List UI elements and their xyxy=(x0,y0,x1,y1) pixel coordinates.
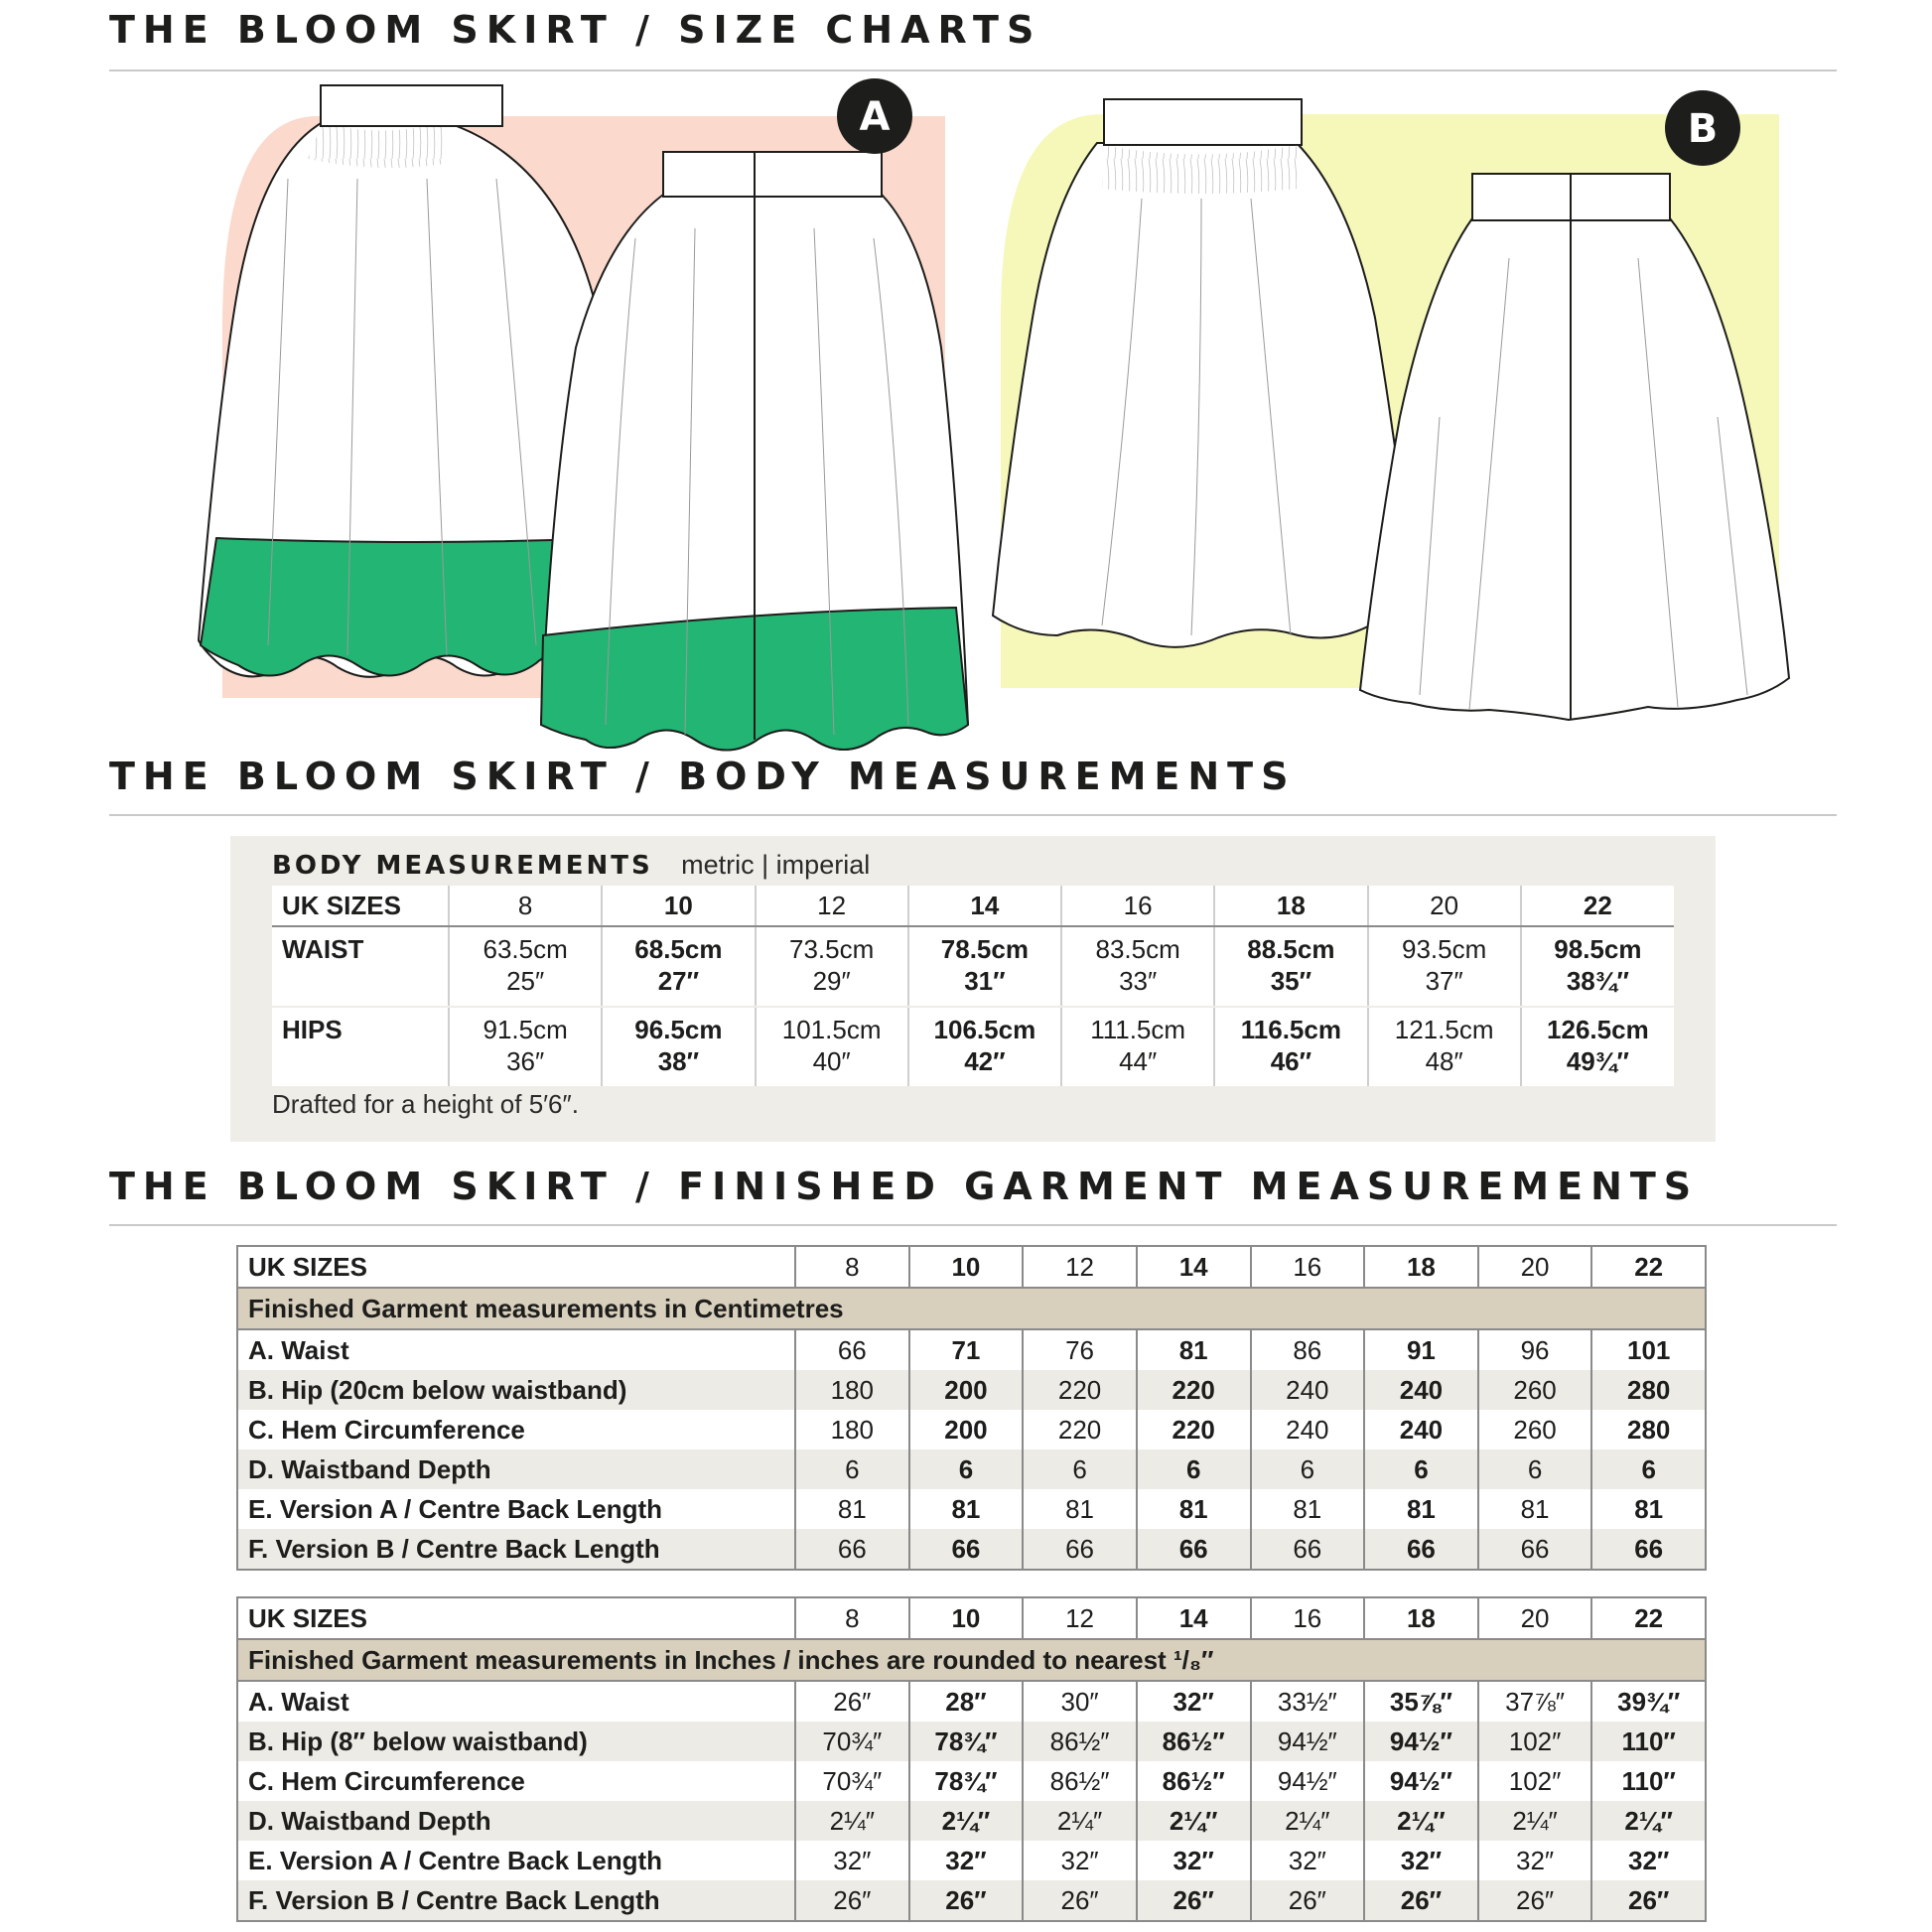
measurement-cell: 70¾″ xyxy=(795,1722,909,1761)
size-charts-title: THE BLOOM SKIRT / SIZE CHARTS xyxy=(109,8,1042,52)
size-header: 18 xyxy=(1364,1597,1478,1639)
row-label: E. Version A / Centre Back Length xyxy=(248,1845,663,1875)
table-header-row xyxy=(237,1597,1706,1639)
row-label: B. Hip (8″ below waistband) xyxy=(237,1722,795,1761)
size-header: 12 xyxy=(756,886,908,926)
size-header: 20 xyxy=(1478,1597,1592,1639)
row-label: HIPS xyxy=(282,1015,343,1044)
measurement-cell: 6 xyxy=(1591,1449,1706,1489)
skirt-illustrations xyxy=(0,69,1932,755)
body-measurements-panel xyxy=(230,836,1716,1142)
measurement-cell: 32″ xyxy=(1137,1681,1251,1722)
row-label: C. Hem Circumference xyxy=(248,1765,525,1796)
imperial-value: 38″ xyxy=(657,1046,700,1076)
measurement-cell: 78¾″ xyxy=(909,1722,1024,1761)
size-header: 10 xyxy=(909,1597,1024,1639)
table-header-row xyxy=(272,886,1674,926)
measurement-cell: 2¼″ xyxy=(1591,1801,1706,1841)
size-header: 20 xyxy=(1368,886,1521,926)
measurement-cell: 96 xyxy=(1478,1329,1592,1370)
imperial-value: 48″ xyxy=(1425,1046,1463,1076)
measurement-cell: 81 xyxy=(1023,1489,1137,1529)
imperial-value: 37″ xyxy=(1425,966,1463,996)
measurement-cell: 240 xyxy=(1251,1410,1365,1449)
title-rule xyxy=(109,814,1837,816)
measurement-cell: 260 xyxy=(1478,1370,1592,1410)
measurement-cell xyxy=(1214,926,1367,1007)
measurement-cell: 2¼″ xyxy=(1023,1801,1137,1841)
metric-value: 68.5cm xyxy=(634,934,723,964)
measurement-cell xyxy=(602,1007,755,1086)
panel-heading xyxy=(272,850,870,881)
table-row xyxy=(237,1370,1706,1410)
measurement-cell: 32″ xyxy=(909,1841,1024,1880)
table-row xyxy=(237,1449,1706,1489)
measurement-cell: 94½″ xyxy=(1251,1722,1365,1761)
body-measurements-title: THE BLOOM SKIRT / BODY MEASUREMENTS xyxy=(109,755,1297,798)
metric-value: 106.5cm xyxy=(933,1015,1036,1044)
row-label: WAIST xyxy=(272,926,449,1007)
measurement-cell: 32″ xyxy=(795,1841,909,1880)
height-note: Drafted for a height of 5′6″. xyxy=(272,1089,579,1119)
measurement-cell: 180 xyxy=(795,1370,909,1410)
finished-garment-title: THE BLOOM SKIRT / FINISHED GARMENT MEASUREMENTS xyxy=(109,1165,1700,1208)
measurement-cell: 2¼″ xyxy=(1251,1801,1365,1841)
measurement-cell xyxy=(449,1007,602,1086)
imperial-value: 38¾″ xyxy=(1566,966,1629,996)
measurement-cell: 6 xyxy=(1023,1449,1137,1489)
measurement-cell xyxy=(908,926,1061,1007)
table-header-row xyxy=(237,1246,1706,1288)
imperial-value: 35″ xyxy=(1270,966,1312,996)
measurement-cell xyxy=(1521,926,1674,1007)
table-row xyxy=(237,1761,1706,1801)
measurement-cell: 66 xyxy=(795,1329,909,1370)
imperial-value: 27″ xyxy=(657,966,700,996)
measurement-cell xyxy=(449,926,602,1007)
measurement-cell: 101 xyxy=(1591,1329,1706,1370)
size-header: 12 xyxy=(1023,1597,1137,1639)
measurement-cell: 66 xyxy=(1251,1529,1365,1570)
measurement-cell: 2¼″ xyxy=(909,1801,1024,1841)
table-row xyxy=(237,1329,1706,1370)
measurement-cell: 81 xyxy=(1364,1489,1478,1529)
badge-a-letter: A xyxy=(859,94,891,140)
imperial-value: 36″ xyxy=(506,1046,545,1076)
table-row xyxy=(237,1529,1706,1570)
measurement-cell: 2¼″ xyxy=(1478,1801,1592,1841)
imperial-value: 25″ xyxy=(506,966,545,996)
panel-title: BODY MEASUREMENTS xyxy=(272,851,653,881)
size-header: 12 xyxy=(1023,1246,1137,1288)
table-row xyxy=(237,1410,1706,1449)
measurement-cell xyxy=(1368,926,1521,1007)
measurement-cell: 200 xyxy=(909,1370,1024,1410)
measurement-cell: 33½″ xyxy=(1251,1681,1365,1722)
measurement-cell xyxy=(756,926,908,1007)
measurement-cell: 81 xyxy=(1251,1489,1365,1529)
imperial-value: 46″ xyxy=(1270,1046,1312,1076)
size-header: 20 xyxy=(1478,1246,1592,1288)
measurement-cell: 6 xyxy=(1251,1449,1365,1489)
measurement-cell: 66 xyxy=(795,1529,909,1570)
measurement-cell: 260 xyxy=(1478,1410,1592,1449)
measurement-cell: 200 xyxy=(909,1410,1024,1449)
badge-b-letter: B xyxy=(1687,106,1719,152)
measurement-cell: 66 xyxy=(909,1529,1024,1570)
size-header: 14 xyxy=(1137,1246,1251,1288)
metric-value: 101.5cm xyxy=(781,1015,882,1044)
table-row xyxy=(237,1681,1706,1722)
imperial-value: 31″ xyxy=(964,966,1006,996)
finished-cm-table xyxy=(236,1245,1707,1571)
table-row xyxy=(272,926,1674,1007)
measurement-cell xyxy=(602,926,755,1007)
metric-value: 93.5cm xyxy=(1401,934,1487,964)
metric-value: 111.5cm xyxy=(1090,1015,1186,1044)
measurement-cell: 86½″ xyxy=(1023,1722,1137,1761)
finished-inches-table xyxy=(236,1596,1707,1922)
measurement-cell: 2¼″ xyxy=(795,1801,909,1841)
measurement-cell: 220 xyxy=(1023,1410,1137,1449)
measurement-cell: 81 xyxy=(1137,1489,1251,1529)
measurement-cell: 66 xyxy=(1023,1529,1137,1570)
measurement-cell: 94½″ xyxy=(1364,1761,1478,1801)
table-row xyxy=(237,1880,1706,1921)
measurement-cell: 66 xyxy=(1591,1529,1706,1570)
header-label: UK SIZES xyxy=(237,1246,795,1288)
size-header: 16 xyxy=(1061,886,1214,926)
measurement-cell: 26″ xyxy=(1023,1880,1137,1921)
measurement-cell: 32″ xyxy=(1251,1841,1365,1880)
measurement-cell: 2¼″ xyxy=(1364,1801,1478,1841)
measurement-cell: 32″ xyxy=(1023,1841,1137,1880)
imperial-value: 49¾″ xyxy=(1566,1046,1629,1076)
size-header: 18 xyxy=(1364,1246,1478,1288)
table-row xyxy=(237,1722,1706,1761)
size-header: 8 xyxy=(795,1597,909,1639)
measurement-cell: 32″ xyxy=(1137,1841,1251,1880)
measurement-cell: 26″ xyxy=(1478,1880,1592,1921)
metric-value: 96.5cm xyxy=(634,1015,723,1044)
measurement-cell: 26″ xyxy=(1137,1880,1251,1921)
section-heading: Finished Garment measurements in Inches / inches are rounded to nearest ¹/₈″ xyxy=(237,1639,1706,1681)
measurement-cell: 70¾″ xyxy=(795,1761,909,1801)
measurement-cell: 66 xyxy=(1137,1529,1251,1570)
row-label: A. Waist xyxy=(248,1334,349,1365)
measurement-cell: 240 xyxy=(1251,1370,1365,1410)
size-header: 22 xyxy=(1591,1246,1706,1288)
title-rule xyxy=(109,1224,1837,1226)
measurement-cell: 6 xyxy=(909,1449,1024,1489)
measurement-cell: 35⅞″ xyxy=(1364,1681,1478,1722)
measurement-cell: 6 xyxy=(795,1449,909,1489)
measurement-cell: 220 xyxy=(1023,1370,1137,1410)
metric-value: 126.5cm xyxy=(1547,1015,1649,1044)
measurement-cell: 280 xyxy=(1591,1370,1706,1410)
size-header: 18 xyxy=(1214,886,1367,926)
measurement-cell: 30″ xyxy=(1023,1681,1137,1722)
measurement-cell: 81 xyxy=(1591,1489,1706,1529)
measurement-cell: 37⅞″ xyxy=(1478,1681,1592,1722)
measurement-cell xyxy=(756,1007,908,1086)
table-row xyxy=(237,1841,1706,1880)
size-header: 14 xyxy=(1137,1597,1251,1639)
measurement-cell: 110″ xyxy=(1591,1722,1706,1761)
measurement-cell: 6 xyxy=(1137,1449,1251,1489)
row-label: D. Waistband Depth xyxy=(237,1449,795,1489)
measurement-cell: 32″ xyxy=(1478,1841,1592,1880)
measurement-cell: 240 xyxy=(1364,1410,1478,1449)
measurement-cell: 6 xyxy=(1478,1449,1592,1489)
measurement-cell: 110″ xyxy=(1591,1761,1706,1801)
measurement-cell: 102″ xyxy=(1478,1761,1592,1801)
metric-value: 73.5cm xyxy=(788,934,875,964)
metric-value: 83.5cm xyxy=(1095,934,1180,964)
row-label: F. Version B / Centre Back Length xyxy=(237,1880,795,1921)
measurement-cell xyxy=(1521,1007,1674,1086)
measurement-cell xyxy=(1061,926,1214,1007)
measurement-cell: 94½″ xyxy=(1364,1722,1478,1761)
measurement-cell: 66 xyxy=(1364,1529,1478,1570)
measurement-cell: 6 xyxy=(1364,1449,1478,1489)
measurement-cell: 26″ xyxy=(795,1880,909,1921)
measurement-cell: 28″ xyxy=(909,1681,1024,1722)
header-label: UK SIZES xyxy=(237,1597,795,1639)
row-label: A. Waist xyxy=(248,1686,349,1717)
measurement-cell: 94½″ xyxy=(1251,1761,1365,1801)
imperial-value: 40″ xyxy=(812,1046,851,1076)
measurement-cell xyxy=(1061,1007,1214,1086)
row-label: E. Version A / Centre Back Length xyxy=(248,1493,663,1524)
metric-value: 88.5cm xyxy=(1247,934,1335,964)
size-header: 22 xyxy=(1521,886,1674,926)
measurement-cell: 81 xyxy=(1137,1329,1251,1370)
table-row xyxy=(272,1007,1674,1086)
measurement-cell: 81 xyxy=(1478,1489,1592,1529)
measurement-cell: 66 xyxy=(1478,1529,1592,1570)
measurement-cell: 26″ xyxy=(909,1880,1024,1921)
header-label: UK SIZES xyxy=(272,886,449,926)
measurement-cell xyxy=(1214,1007,1367,1086)
measurement-cell: 102″ xyxy=(1478,1722,1592,1761)
row-label: F. Version B / Centre Back Length xyxy=(237,1529,795,1570)
section-heading: Finished Garment measurements in Centimetres xyxy=(237,1288,1706,1329)
imperial-value: 44″ xyxy=(1119,1046,1158,1076)
measurement-cell: 2¼″ xyxy=(1137,1801,1251,1841)
section-row xyxy=(237,1288,1706,1329)
units-label: metric | imperial xyxy=(681,850,871,880)
measurement-cell: 86 xyxy=(1251,1329,1365,1370)
table-row xyxy=(237,1801,1706,1841)
metric-value: 91.5cm xyxy=(483,1015,568,1044)
size-header: 16 xyxy=(1251,1597,1365,1639)
measurement-cell xyxy=(1368,1007,1521,1086)
measurement-cell: 81 xyxy=(795,1489,909,1529)
imperial-value: 33″ xyxy=(1119,966,1158,996)
size-header: 14 xyxy=(908,886,1061,926)
measurement-cell xyxy=(908,1007,1061,1086)
measurement-cell: 280 xyxy=(1591,1410,1706,1449)
row-label: C. Hem Circumference xyxy=(248,1414,525,1445)
measurement-cell: 240 xyxy=(1364,1370,1478,1410)
row-label: D. Waistband Depth xyxy=(237,1801,795,1841)
section-row xyxy=(237,1639,1706,1681)
size-header: 8 xyxy=(795,1246,909,1288)
row-label: B. Hip (20cm below waistband) xyxy=(237,1370,795,1410)
measurement-cell: 32″ xyxy=(1364,1841,1478,1880)
table-row xyxy=(237,1489,1706,1529)
body-measurements-table xyxy=(272,886,1674,1086)
measurement-cell: 76 xyxy=(1023,1329,1137,1370)
measurement-cell: 26″ xyxy=(1364,1880,1478,1921)
size-header: 22 xyxy=(1591,1597,1706,1639)
measurement-cell: 86½″ xyxy=(1137,1722,1251,1761)
measurement-cell: 78¾″ xyxy=(909,1761,1024,1801)
imperial-value: 29″ xyxy=(812,966,851,996)
measurement-cell: 39¾″ xyxy=(1591,1681,1706,1722)
metric-value: 116.5cm xyxy=(1240,1015,1341,1044)
measurement-cell: 220 xyxy=(1137,1410,1251,1449)
measurement-cell: 26″ xyxy=(795,1681,909,1722)
measurement-cell: 81 xyxy=(909,1489,1024,1529)
measurement-cell: 91 xyxy=(1364,1329,1478,1370)
metric-value: 121.5cm xyxy=(1394,1015,1494,1044)
imperial-value: 42″ xyxy=(964,1046,1006,1076)
size-header: 8 xyxy=(449,886,602,926)
measurement-cell: 220 xyxy=(1137,1370,1251,1410)
measurement-cell: 71 xyxy=(909,1329,1024,1370)
metric-value: 63.5cm xyxy=(483,934,568,964)
metric-value: 78.5cm xyxy=(940,934,1029,964)
measurement-cell: 180 xyxy=(795,1410,909,1449)
size-header: 10 xyxy=(909,1246,1024,1288)
size-header: 16 xyxy=(1251,1246,1365,1288)
size-header: 10 xyxy=(602,886,755,926)
measurement-cell: 26″ xyxy=(1591,1880,1706,1921)
measurement-cell: 26″ xyxy=(1251,1880,1365,1921)
measurement-cell: 86½″ xyxy=(1137,1761,1251,1801)
measurement-cell: 86½″ xyxy=(1023,1761,1137,1801)
measurement-cell: 32″ xyxy=(1591,1841,1706,1880)
metric-value: 98.5cm xyxy=(1554,934,1642,964)
